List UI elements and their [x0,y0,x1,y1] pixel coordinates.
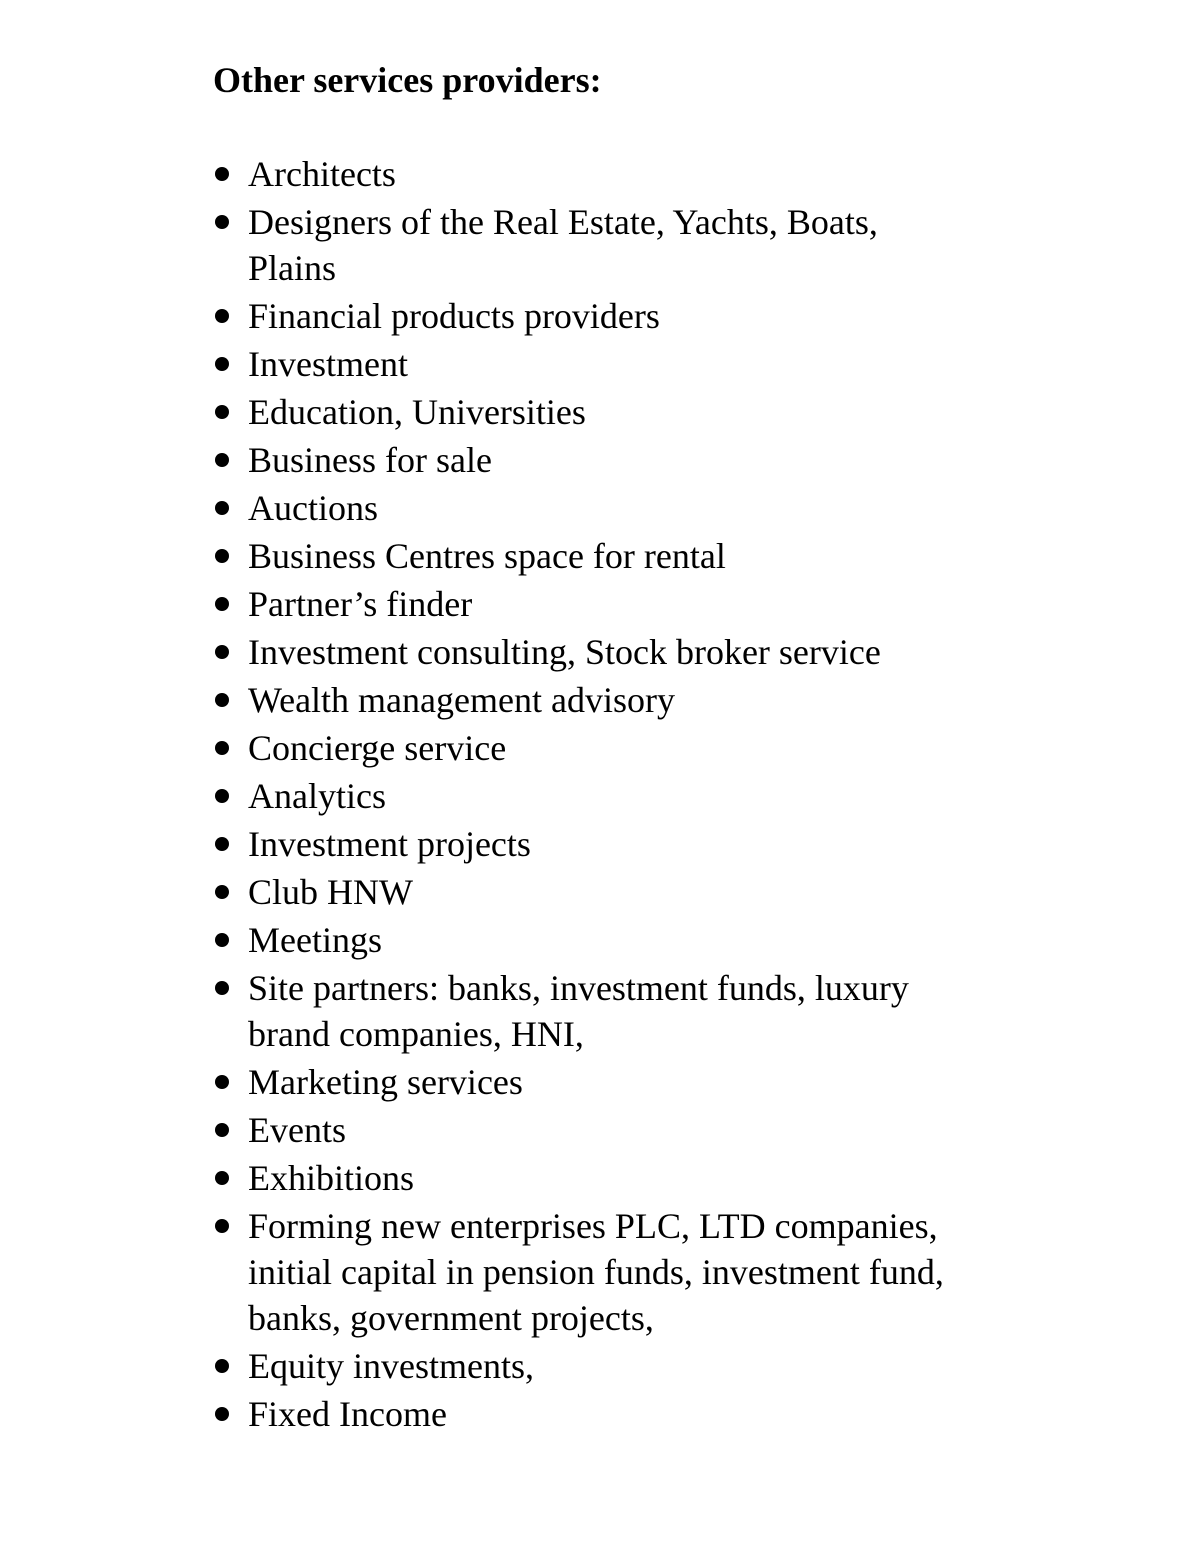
bullet-icon [215,1359,229,1373]
bullet-icon [215,549,229,563]
list-item [213,340,1043,388]
list-item [213,1202,1043,1342]
bullet-icon [215,885,229,899]
list-item [213,1106,1043,1154]
list-item-text: Investment consulting, Stock broker service [248,632,881,672]
list-item-text: Club HNW [248,872,413,912]
list-item-text: banks, government projects, [248,1298,654,1338]
list-item [213,724,1043,772]
list-item [213,388,1043,436]
list-item-text: Site partners: banks, investment funds, luxury [248,968,909,1008]
bullet-icon [215,215,229,229]
list-item-text: Forming new enterprises PLC, LTD companies, [248,1206,938,1246]
bullet-icon [215,1123,229,1137]
list-item-text: Business for sale [248,440,492,480]
list-item [213,676,1043,724]
list-item-text: Wealth management advisory [248,680,675,720]
list-item-text: Financial products providers [248,296,660,336]
bullet-icon [215,981,229,995]
bullet-icon [215,741,229,755]
list-item-text: Architects [248,154,396,194]
list-item [213,1390,1043,1438]
list-item [213,1342,1043,1390]
list-item [213,964,1043,1058]
services-list [213,150,1043,1438]
list-item-text: Meetings [248,920,382,960]
bullet-icon [215,789,229,803]
list-item-text: Partner’s finder [248,584,473,624]
list-item [213,150,1043,198]
list-item-text: Business Centres space for rental [248,536,726,576]
list-item-text: brand companies, HNI, [248,1014,584,1054]
list-item-text: initial capital in pension funds, investment fund, [248,1252,944,1292]
bullet-icon [215,933,229,947]
list-item-text: Plains [248,248,337,288]
list-item [213,292,1043,340]
list-item-text: Investment projects [248,824,531,864]
list-item [213,436,1043,484]
list-item-text: Fixed Income [248,1394,447,1434]
list-item-text: Education, Universities [248,392,586,432]
list-item [213,580,1043,628]
bullet-icon [215,1171,229,1185]
list-item [213,628,1043,676]
bullet-icon [215,167,229,181]
list-item-text: Marketing services [248,1062,523,1102]
list-item-text: Designers of the Real Estate, Yachts, Boats, [248,202,878,242]
list-item [213,1058,1043,1106]
list-item-text: Equity investments, [248,1346,534,1386]
bullet-icon [215,1407,229,1421]
bullet-icon [215,1219,229,1233]
bullet-icon [215,357,229,371]
list-item-text: Investment [248,344,408,384]
list-item [213,916,1043,964]
bullet-icon [215,1075,229,1089]
bullet-icon [215,309,229,323]
list-item-text: Exhibitions [248,1158,415,1198]
bullet-icon [215,501,229,515]
bullet-icon [215,597,229,611]
bullet-icon [215,453,229,467]
list-item-text: Auctions [248,488,378,528]
bullet-icon [215,837,229,851]
bullet-icon [215,645,229,659]
bullet-icon [215,693,229,707]
list-item [213,532,1043,580]
list-item [213,198,1043,292]
bullet-icon [215,405,229,419]
list-item [213,868,1043,916]
page-heading: Other services providers: [213,60,602,100]
list-item-text: Concierge service [248,728,507,768]
list-item [213,772,1043,820]
list-item-text: Analytics [248,776,386,816]
list-item [213,484,1043,532]
list-item [213,1154,1043,1202]
list-item-text: Events [248,1110,346,1150]
list-item [213,820,1043,868]
